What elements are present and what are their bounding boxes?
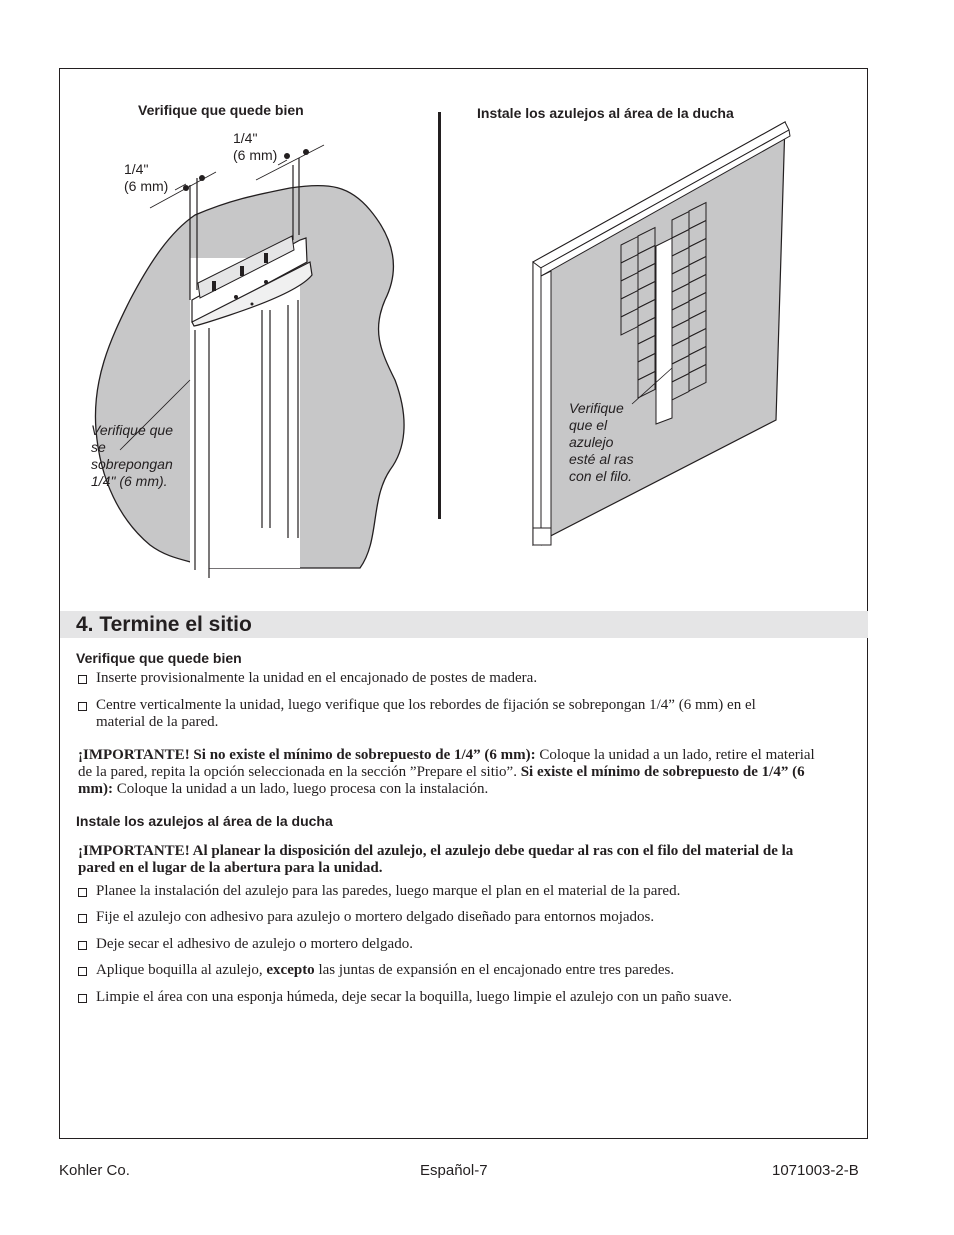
- footer-company: Kohler Co.: [59, 1162, 130, 1179]
- important-bold-b: Si existe el mínimo de sobrepuesto de 1/4” (6 mm):: [78, 764, 805, 797]
- footer-document-number: 1071003-2-B: [772, 1162, 859, 1179]
- callout-line: esté al ras: [569, 451, 634, 467]
- subheading-tile: Instale los azulejos al área de la ducha: [76, 813, 333, 829]
- callout-line: sobrepongan: [91, 456, 173, 472]
- important-bold-a: ¡IMPORTANTE! Si no existe el mínimo de sobrepuesto de 1/4” (6 mm):: [78, 747, 536, 763]
- list-item-text: Aplique boquilla al azulejo,: [96, 962, 267, 978]
- important-overlap-note: [78, 747, 818, 798]
- overlap-callout: [91, 422, 173, 490]
- subheading-fit: Verifique que quede bien: [76, 650, 242, 666]
- callout-line: que el: [569, 417, 608, 433]
- dimension-side-value: 1/4": [124, 161, 149, 177]
- callout-line: se: [91, 439, 106, 455]
- list-item-bold: excepto: [266, 962, 315, 978]
- list-item: [96, 962, 808, 979]
- important-text-b: Coloque la unidad a un lado, luego procesa con la instalación.: [112, 781, 489, 797]
- list-item: Centre verticalmente la unidad, luego verifique que los rebordes de fijación se sobrepongan 1/4” (6 mm) en el material de la pared.: [96, 697, 808, 731]
- dimension-side-unit: (6 mm): [124, 178, 169, 194]
- dimension-side: [124, 161, 168, 195]
- flush-callout: [569, 400, 634, 485]
- figure-right-title: Instale los azulejos al área de la ducha: [477, 105, 734, 121]
- section-title: 4. Termine el sitio: [76, 613, 252, 636]
- footer-page-number: Español-7: [420, 1162, 488, 1179]
- list-item: Fije el azulejo con adhesivo para azulejo o mortero delgado diseñado para entornos mojados.: [96, 909, 808, 926]
- dimension-top-unit: (6 mm): [233, 147, 278, 163]
- callout-line: Verifique: [569, 400, 624, 416]
- callout-line: 1/4" (6 mm).: [91, 473, 168, 489]
- niche-fit-illustration: [60, 120, 440, 590]
- important-text-a: Coloque la unidad a un lado, retire el material de la pared, repita la opción seleccionada en la sección ”Prepare el sitio”.: [78, 747, 815, 780]
- list-item: Planee la instalación del azulejo para las paredes, luego marque el plan en el material de la pared.: [96, 883, 808, 900]
- figure-divider: [438, 112, 441, 519]
- list-item: Limpie el área con una esponja húmeda, deje secar la boquilla, luego limpie el azulejo con un paño suave.: [96, 989, 808, 1006]
- callout-line: con el filo.: [569, 468, 633, 484]
- important-tile-note: ¡IMPORTANTE! Al planear la disposición del azulejo, el azulejo debe quedar al ras con el filo del material de la pared en el lugar de la abertura para la unidad.: [78, 843, 794, 876]
- callout-line: azulejo: [569, 434, 614, 450]
- list-item-text: las juntas de expansión en el encajonado entre tres paredes.: [314, 962, 675, 978]
- dimension-top: [233, 130, 277, 164]
- dimension-top-value: 1/4": [233, 130, 258, 146]
- tile-wall-illustration: [525, 118, 795, 550]
- figure-left-title: Verifique que quede bien: [138, 102, 304, 118]
- callout-line: Verifique que: [91, 422, 173, 438]
- list-item: Deje secar el adhesivo de azulejo o mortero delgado.: [96, 936, 808, 953]
- list-item: Inserte provisionalmente la unidad en el encajonado de postes de madera.: [96, 670, 808, 687]
